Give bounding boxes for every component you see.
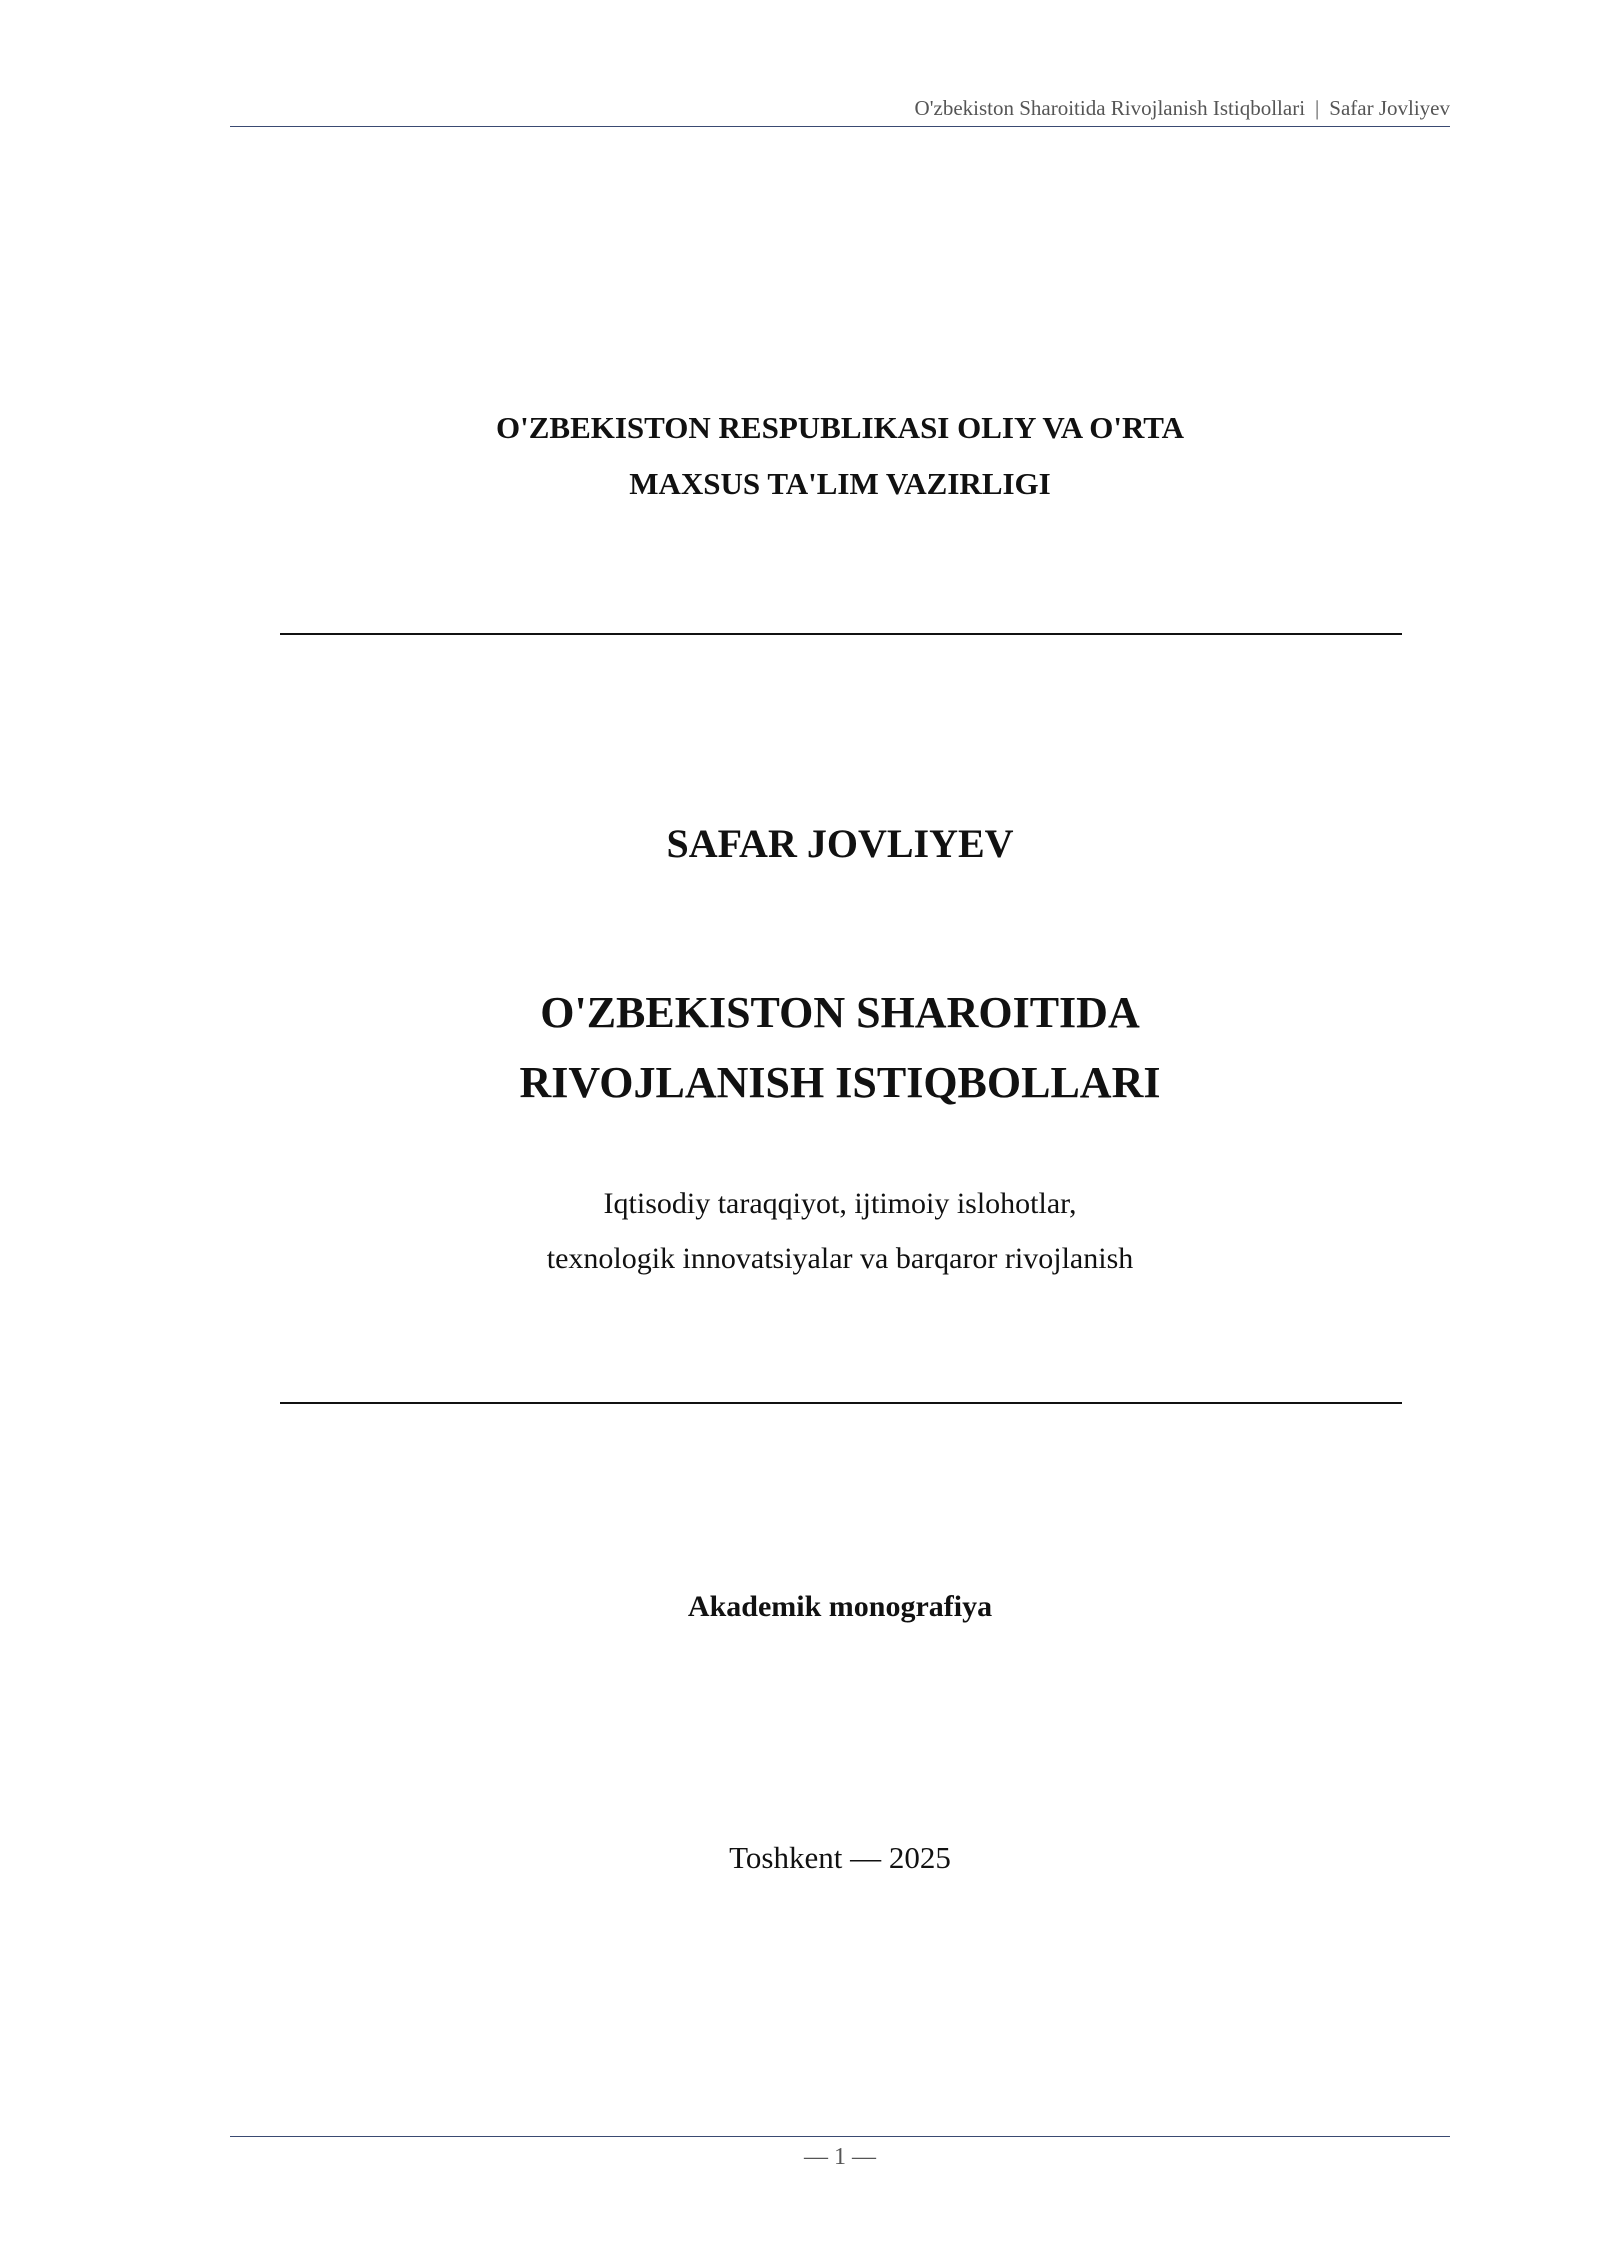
top-divider [280, 633, 1402, 635]
running-header [915, 96, 1450, 121]
cover-author: SAFAR JOVLIYEV [666, 821, 1014, 866]
subtitle-line-2: texnologik innovatsiyalar va barqaror rivojlanish [546, 1242, 1134, 1275]
ministry-line-2: MAXSUS TA'LIM VAZIRLIGI [629, 466, 1051, 501]
header-separator: | [1315, 96, 1320, 120]
place-and-year: Toshkent — 2025 [729, 1840, 951, 1875]
header-author: Safar Jovliyev [1329, 96, 1450, 120]
title-line-2: RIVOJLANISH ISTIQBOLLARI [519, 1058, 1161, 1107]
book-subtitle [0, 1176, 1600, 1286]
header-divider [230, 126, 1450, 127]
title-line-1: O'ZBEKISTON SHAROITIDA [540, 988, 1140, 1037]
ministry-line-1: O'ZBEKISTON RESPUBLIKASI OLIY VA O'RTA [495, 410, 1185, 445]
bottom-divider [280, 1402, 1402, 1404]
subtitle-line-1: Iqtisodiy taraqqiyot, ijtimoiy islohotlar, [603, 1187, 1077, 1220]
page-number: — 1 — [804, 2144, 876, 2170]
publication-type: Akademik monografiya [687, 1590, 993, 1623]
header-book-title: O'zbekiston Sharoitida Rivojlanish Istiqbollari [914, 96, 1306, 120]
footer-divider [230, 2136, 1450, 2137]
ministry-heading [0, 400, 1600, 512]
book-title [0, 978, 1600, 1118]
